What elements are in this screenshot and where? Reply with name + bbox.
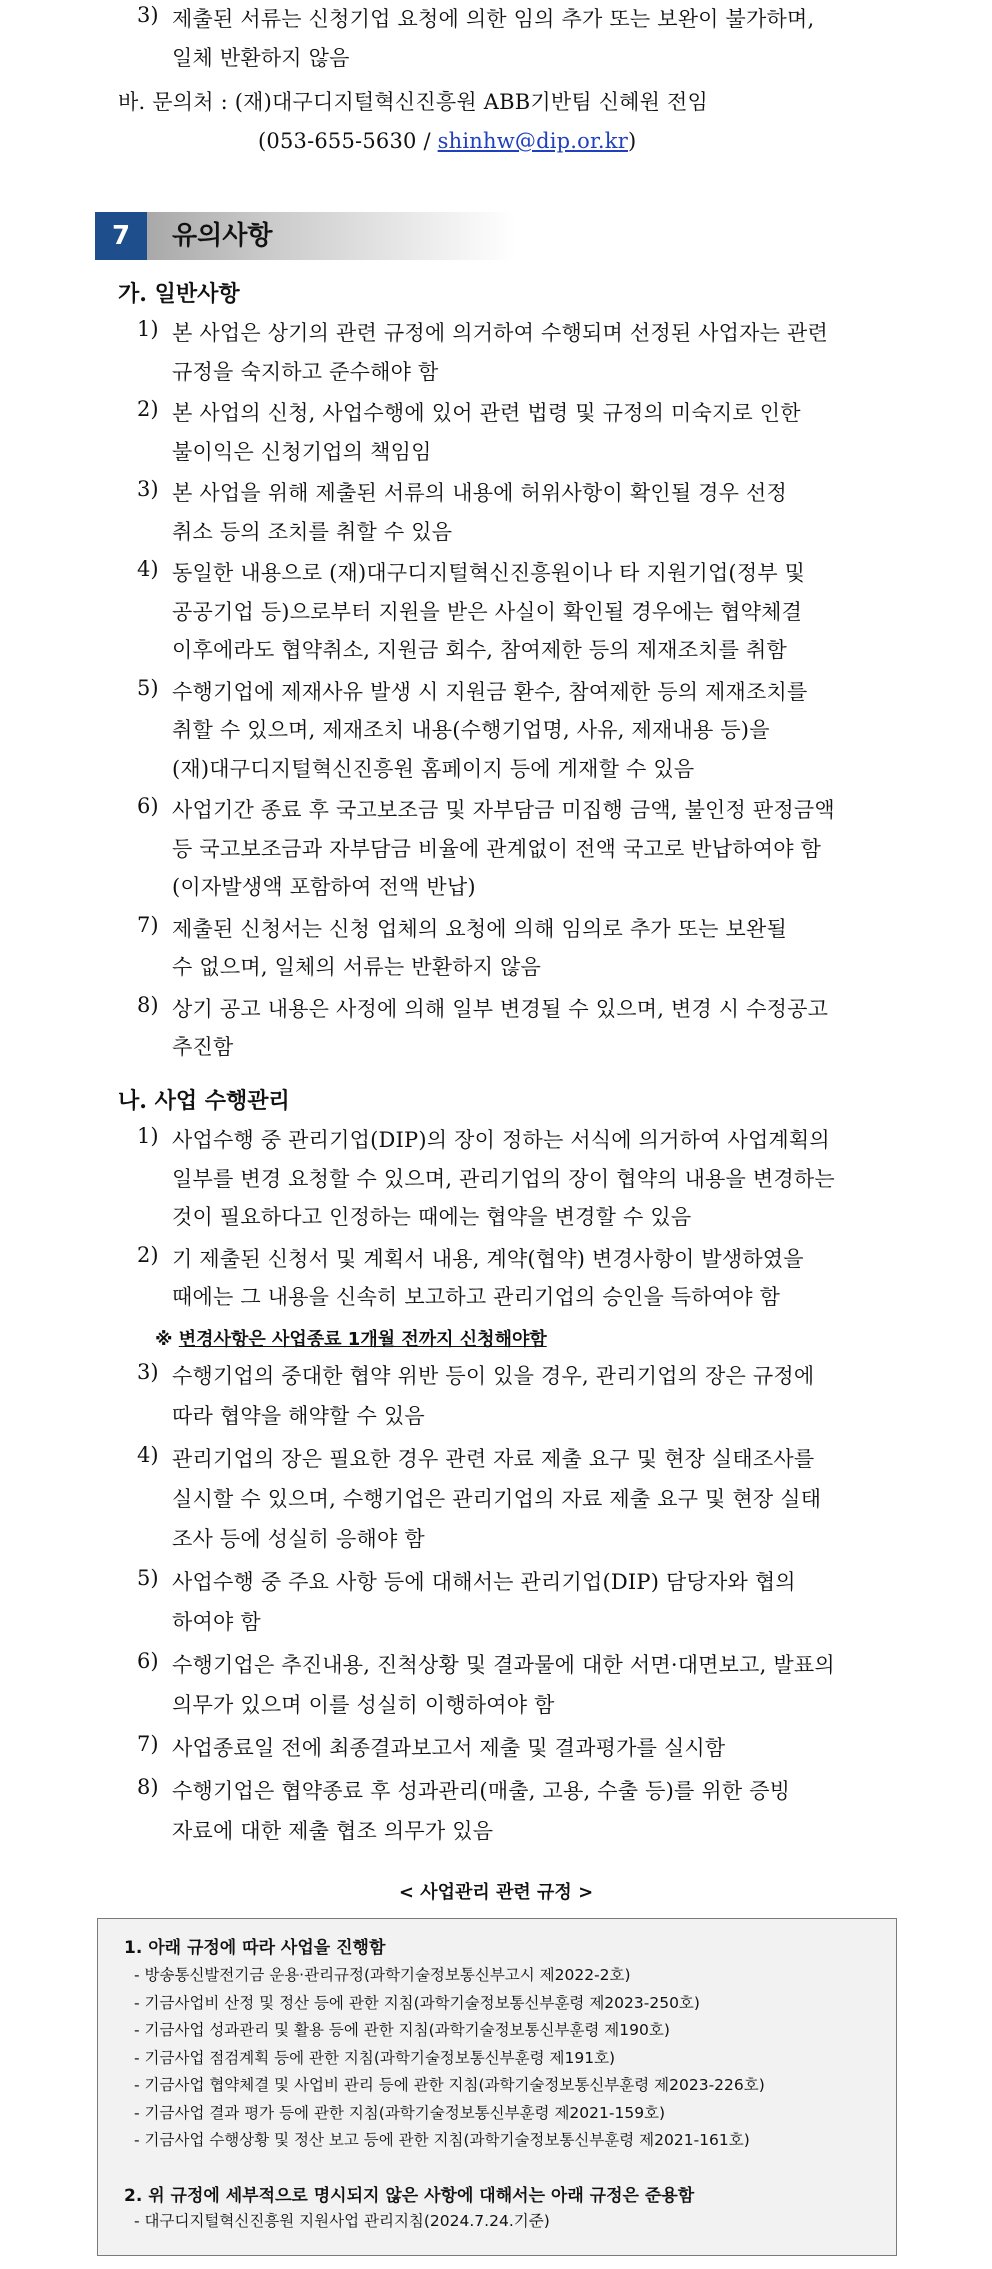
item-number: 4) xyxy=(137,1443,159,1467)
item-line: 때에는 그 내용을 신속히 보고하고 관리기업의 승인을 득하여야 함 xyxy=(172,1285,781,1309)
item-line: 실시할 수 있으며, 수행기업은 관리기업의 자료 제출 요구 및 현장 실태 xyxy=(172,1487,822,1511)
item-line: 등 국고보조금과 자부담금 비율에 관계없이 전액 국고로 반납하여야 함 xyxy=(172,836,822,861)
section-header-bar xyxy=(95,212,515,260)
item-line: 취할 수 있으며, 제재조치 내용(수행기업명, 사유, 제재내용 등)을 xyxy=(172,718,770,742)
section-number: 7 xyxy=(95,212,147,260)
regulations-heading-2: 2. 위 규정에 세부적으로 명시되지 않은 사항에 대해서는 아래 규정은 준용함 xyxy=(124,2186,695,2206)
regulation-item: - 대구디지털혁신진흥원 지원사업 관리지침(2024.7.24.기준) xyxy=(134,2212,550,2230)
item-line: 것이 필요하다고 인정하는 때에는 협약을 변경할 수 있음 xyxy=(172,1205,692,1229)
item-number: 5) xyxy=(137,1566,159,1590)
general-heading: 가. 일반사항 xyxy=(118,281,240,307)
section-title: 유의사항 xyxy=(172,221,273,251)
item-number: 1) xyxy=(137,1124,159,1148)
item-line: 일체 반환하지 않음 xyxy=(172,46,350,70)
item-line: 사업수행 중 주요 사항 등에 대해서는 관리기업(DIP) 담당자와 협의 xyxy=(172,1570,796,1594)
regulation-item: - 기금사업 성과관리 및 활용 등에 관한 지침(과학기술정보통신부훈령 제190호) xyxy=(134,2021,670,2039)
item-number: 7) xyxy=(137,912,159,937)
regulation-item: - 기금사업 수행상황 및 정산 보고 등에 관한 지침(과학기술정보통신부훈령 제2021-161호) xyxy=(134,2131,750,2149)
item-number: 5) xyxy=(137,675,159,700)
item-number: 8) xyxy=(137,1775,159,1799)
item-line: 따라 협약을 해약할 수 있음 xyxy=(172,1404,425,1428)
item-number: 8) xyxy=(137,992,159,1017)
item-line: 추진함 xyxy=(172,1035,234,1059)
item-line: (재)대구디지털혁신진흥원 홈페이지 등에 게재할 수 있음 xyxy=(172,756,695,781)
item-line: 수행기업은 추진내용, 진척상황 및 결과물에 대한 서면·대면보고, 발표의 xyxy=(172,1653,835,1677)
item-line: 본 사업을 위해 제출된 서류의 내용에 허위사항이 확인될 경우 선정 xyxy=(172,481,787,505)
item-line: 취소 등의 조치를 취할 수 있음 xyxy=(172,519,453,544)
item-number: 2) xyxy=(137,397,159,421)
item-line: 불이익은 신청기업의 책임임 xyxy=(172,439,432,464)
contact-line xyxy=(258,129,636,153)
item-line: 자료에 대한 제출 협조 의무가 있음 xyxy=(172,1819,494,1843)
item-number: 3) xyxy=(137,3,159,27)
item-line: 조사 등에 성실히 응해야 함 xyxy=(172,1527,425,1551)
item-line: 수행기업의 중대한 협약 위반 등이 있을 경우, 관리기업의 장은 규정에 xyxy=(172,1364,815,1388)
item-line: 수행기업에 제재사유 발생 시 지원금 환수, 참여제한 등의 제재조치를 xyxy=(172,679,808,704)
item-line: 의무가 있으며 이를 성실히 이행하여야 함 xyxy=(172,1693,555,1717)
regulation-item: - 방송통신발전기금 운용·관리규정(과학기술정보통신부고시 제2022-2호) xyxy=(134,1966,631,1984)
item-line: 상기 공고 내용은 사정에 의해 일부 변경될 수 있으며, 변경 시 수정공고 xyxy=(172,996,829,1021)
item-line: 공공기업 등)으로부터 지원을 받은 사실이 확인될 경우에는 협약체결 xyxy=(172,599,803,624)
item-number: 6) xyxy=(137,794,159,818)
item-number: 4) xyxy=(137,557,159,581)
item-number: 1) xyxy=(137,317,159,341)
item-line: 본 사업은 상기의 관련 규정에 의거하여 수행되며 선정된 사업자는 관련 xyxy=(172,321,828,345)
item-line: (이자발생액 포함하여 전액 반납) xyxy=(172,875,476,899)
regulations-heading-1: 1. 아래 규정에 따라 사업을 진행함 xyxy=(124,1938,386,1958)
item-line: 사업기간 종료 후 국고보조금 및 자부담금 미집행 금액, 불인정 판정금액 xyxy=(172,798,835,822)
contact-close: ) xyxy=(627,129,637,153)
regulation-item: - 기금사업비 산정 및 정산 등에 관한 지침(과학기술정보통신부훈령 제2023-250호) xyxy=(134,1993,700,2012)
item-line: 사업종료일 전에 최종결과보고서 제출 및 결과평가를 실시함 xyxy=(172,1736,726,1760)
item-number: 6) xyxy=(137,1649,159,1673)
contact-phone: (053-655-5630 / xyxy=(258,129,438,153)
item-line: 기 제출된 신청서 및 계획서 내용, 계약(협약) 변경사항이 발생하였을 xyxy=(172,1246,804,1271)
regulation-item: - 기금사업 협약체결 및 사업비 관리 등에 관한 지침(과학기술정보통신부훈령 제2023-226호) xyxy=(134,2076,765,2094)
item-line: 제출된 서류는 신청기업 요청에 의한 임의 추가 또는 보완이 불가하며, xyxy=(172,7,815,31)
management-heading: 나. 사업 수행관리 xyxy=(118,1088,290,1114)
item-line: 일부를 변경 요청할 수 있으며, 관리기업의 장이 협약의 내용을 변경하는 xyxy=(172,1166,835,1191)
contact-email-link[interactable]: shinhw@dip.or.kr xyxy=(437,129,628,153)
item-number: 3) xyxy=(137,477,159,501)
item-number: 3) xyxy=(137,1360,159,1384)
item-line: 동일한 내용으로 (재)대구디지털혁신진흥원이나 타 지원기업(정부 및 xyxy=(172,561,806,585)
item-line: 관리기업의 장은 필요한 경우 관련 자료 제출 요구 및 현장 실태조사를 xyxy=(172,1447,815,1471)
item-line: 제출된 신청서는 신청 업체의 요청에 의해 임의로 추가 또는 보완될 xyxy=(172,916,787,941)
item-line: 하여야 함 xyxy=(172,1610,261,1634)
item-line: 사업수행 중 관리기업(DIP)의 장이 정하는 서식에 의거하여 사업계획의 xyxy=(172,1128,830,1152)
item-line: 규정을 숙지하고 준수해야 함 xyxy=(172,359,439,384)
item-number: 2) xyxy=(137,1242,159,1267)
item-line: 이후에라도 협약취소, 지원금 회수, 참여제한 등의 제재조치를 취함 xyxy=(172,638,787,662)
contact-label: 바. 문의처 : (재)대구디지털혁신진흥원 ABB기반팀 신혜원 전임 xyxy=(118,90,708,114)
note-mark: ※ xyxy=(155,1329,179,1350)
note-text: 변경사항은 사업종료 1개월 전까지 신청해야함 xyxy=(178,1329,547,1350)
item-number: 7) xyxy=(137,1732,159,1756)
regulations-box xyxy=(97,1918,897,2256)
item-line: 본 사업의 신청, 사업수행에 있어 관련 법령 및 규정의 미숙지로 인한 xyxy=(172,401,801,425)
regulation-item: - 기금사업 결과 평가 등에 관한 지침(과학기술정보통신부훈령 제2021-159호) xyxy=(134,2103,666,2122)
item-line: 수 없으며, 일체의 서류는 반환하지 않음 xyxy=(172,955,542,979)
change-notice xyxy=(155,1325,547,1351)
regulations-caption: < 사업관리 관련 규정 > xyxy=(398,1882,594,1903)
item-line: 수행기업은 협약종료 후 성과관리(매출, 고용, 수출 등)를 위한 증빙 xyxy=(172,1779,791,1803)
regulation-item: - 기금사업 점검계획 등에 관한 지침(과학기술정보통신부훈령 제191호) xyxy=(134,2048,616,2067)
